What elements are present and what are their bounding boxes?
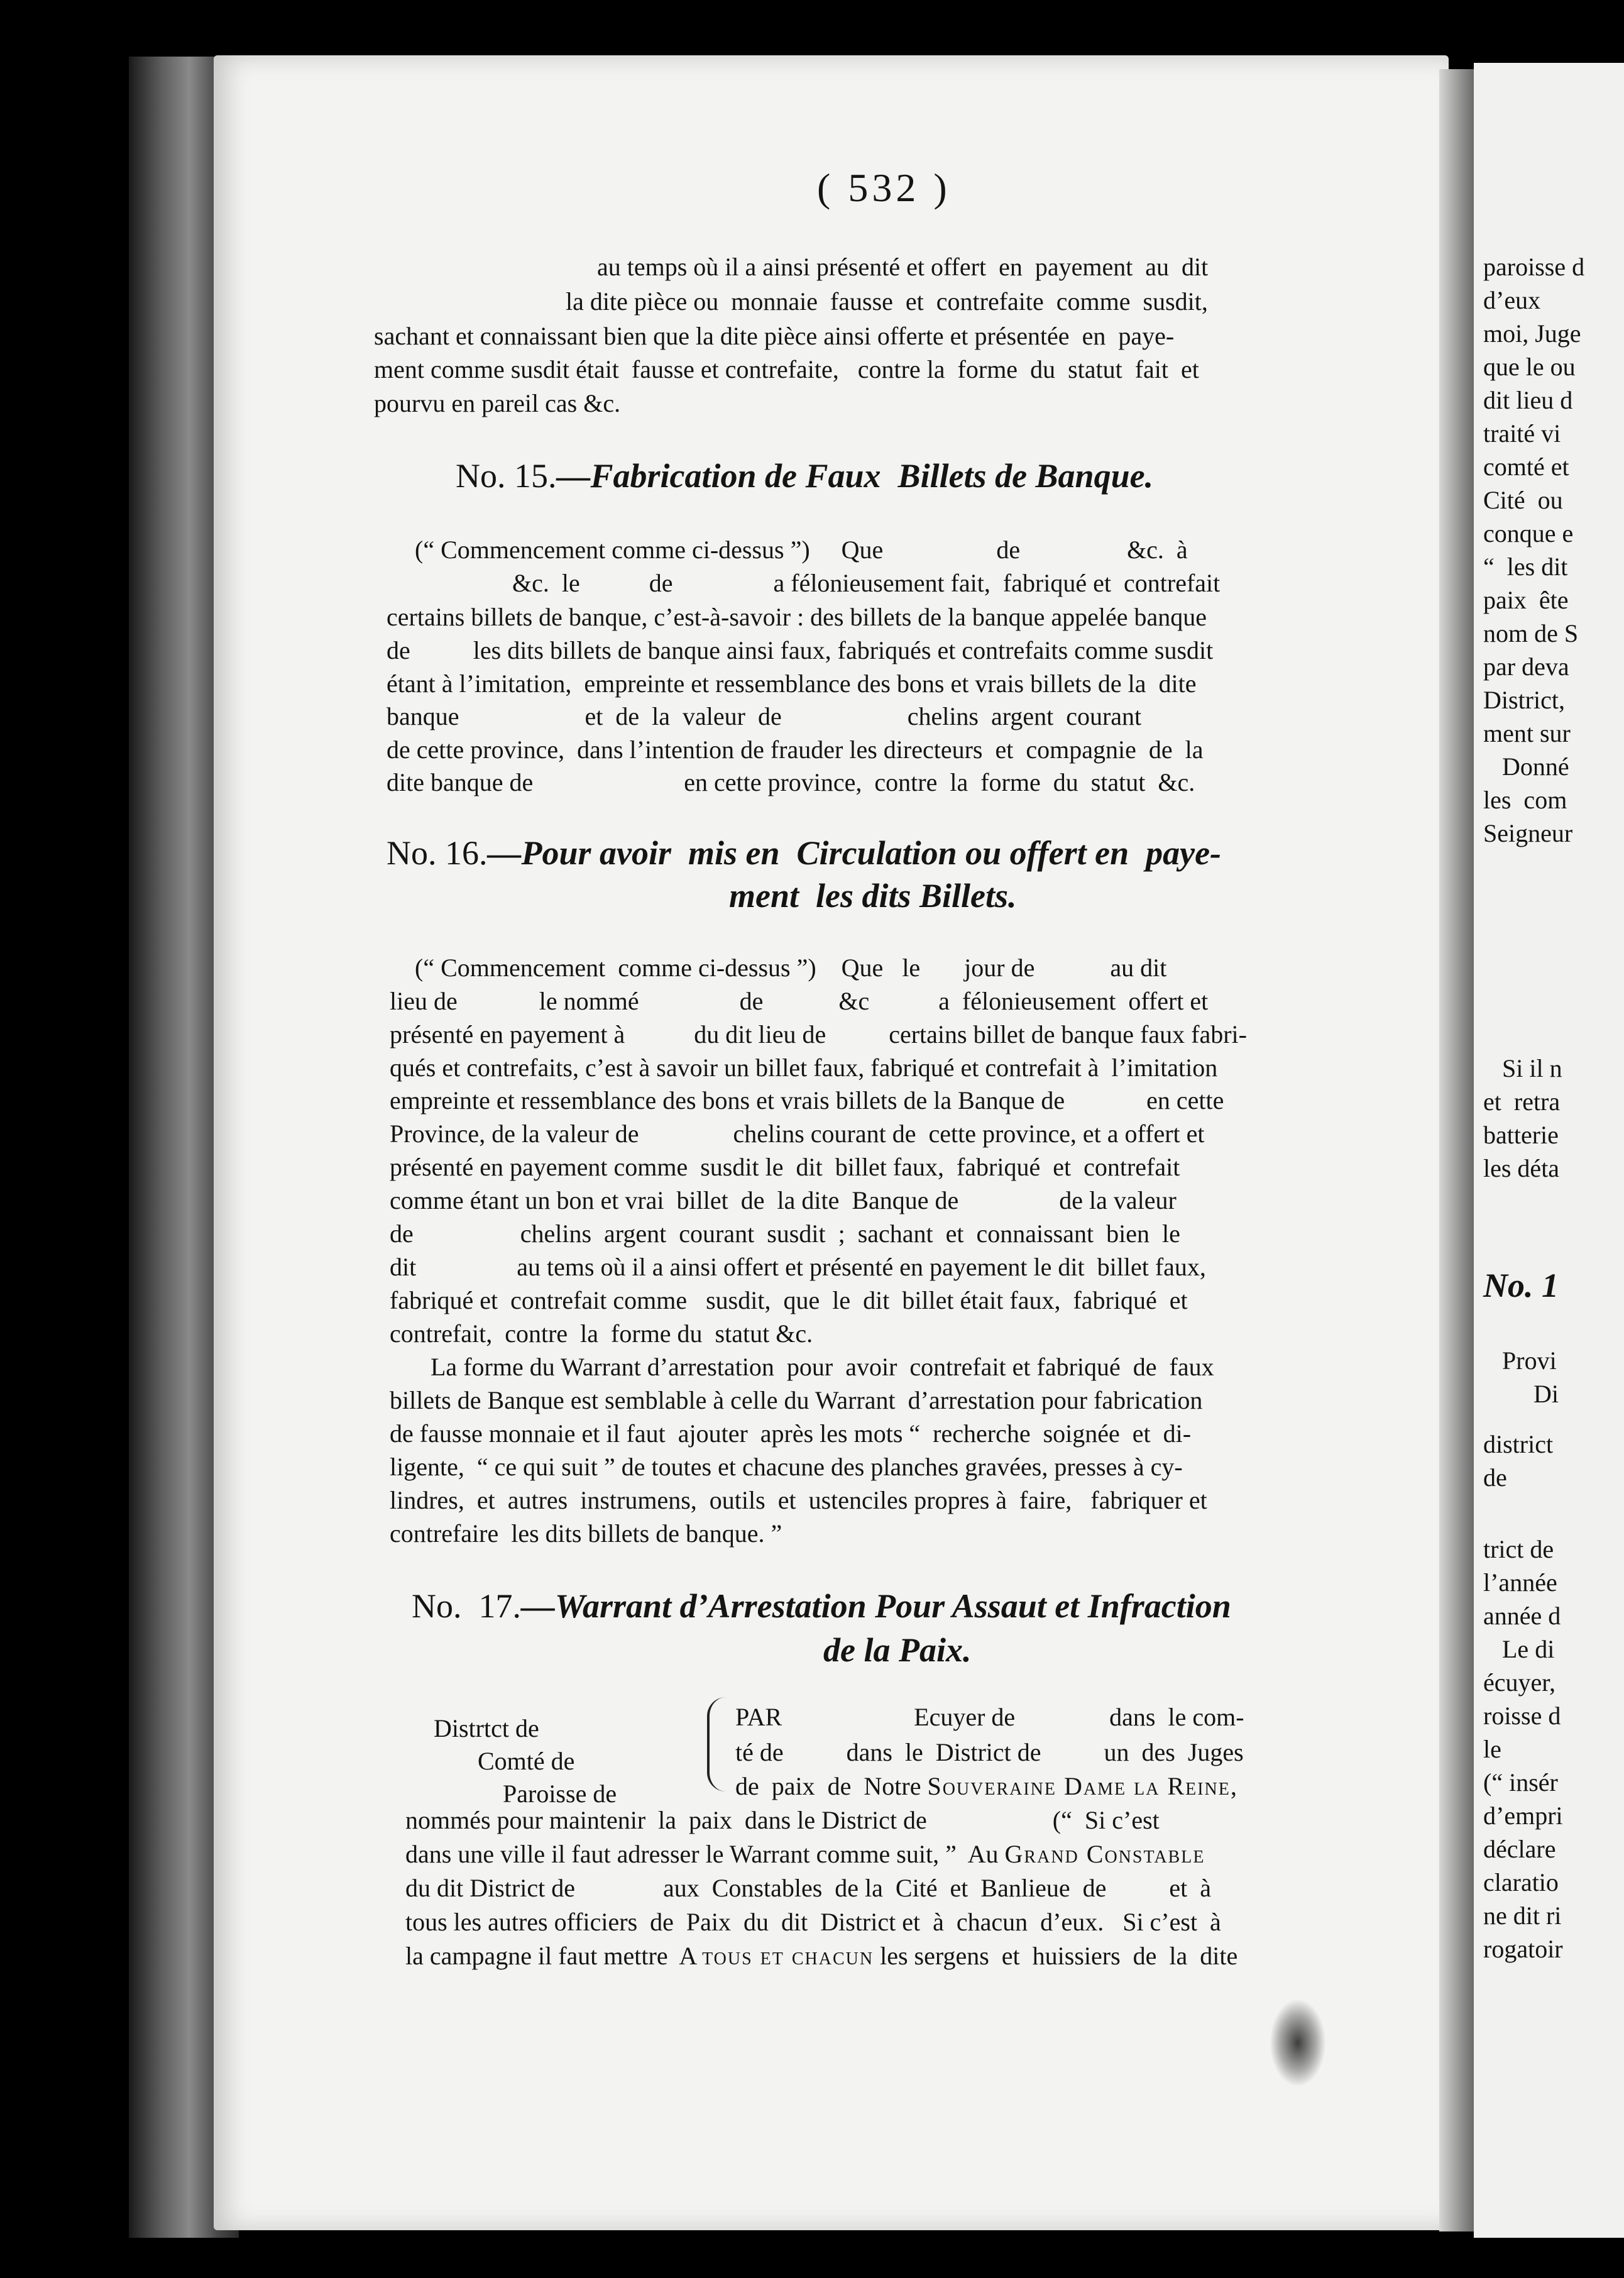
text-line: (“ Commencement comme ci-dessus ”) Que le jour de au dit — [415, 954, 1167, 982]
right-text-line: conque e — [1483, 519, 1574, 547]
right-text-line: (“ insér — [1483, 1768, 1558, 1797]
right-text-line: de — [1483, 1463, 1507, 1492]
text-fragment: de paix de Notre — [735, 1772, 928, 1800]
right-text-line: nom de S — [1483, 619, 1579, 647]
text-line: la dite pièce ou monnaie fausse et contrefaite comme susdit, — [566, 287, 1208, 316]
text-line: présenté en payement comme susdit le dit billet faux, fabriqué et contrefait — [390, 1153, 1180, 1181]
page-gutter — [1439, 69, 1474, 2231]
smallcaps-text: Grand Constable — [1004, 1840, 1205, 1868]
heading-title-continued: ment les dits Billets. — [729, 877, 1017, 915]
text-line: nommés pour maintenir la paix dans le District de (“ Si c’est — [405, 1806, 1160, 1834]
right-text-line: écuyer, — [1483, 1668, 1555, 1697]
text-line: contrefait, contre la forme du statut &c. — [390, 1319, 813, 1348]
text-line: contrefaire les dits billets de banque. ” — [390, 1519, 782, 1548]
heading-no-17 — [412, 1589, 1231, 1623]
right-text-line: paix ête — [1483, 586, 1569, 614]
text-fragment: les sergens et huissiers de la dite — [874, 1942, 1238, 1970]
heading-title: —Pour avoir mis en Circulation ou offert en paye- — [487, 834, 1222, 872]
text-fragment: la campagne il faut mettre A — [405, 1942, 703, 1970]
right-text-line: par deva — [1483, 652, 1569, 681]
text-line: de fausse monnaie et il faut ajouter après les mots “ recherche soignée et di- — [390, 1419, 1192, 1448]
right-text-line: Cité ou — [1483, 486, 1563, 514]
text-line: qués et contrefaits, c’est à savoir un billet faux, fabriqué et contrefait à l’imitation — [390, 1054, 1218, 1082]
text-line: au temps où il a ainsi présenté et offert en payement au dit — [597, 253, 1209, 281]
right-text-line: que le ou — [1483, 353, 1576, 381]
text-line: de chelins argent courant susdit ; sachant et connaissant bien le — [390, 1219, 1180, 1248]
brace — [707, 1697, 726, 1791]
right-text-line: claratio — [1483, 1868, 1559, 1896]
text-line: de les dits billets de banque ainsi faux, fabriqués et contrefaits comme susdit — [387, 636, 1214, 664]
right-text-line: trict de — [1483, 1535, 1554, 1563]
right-text-line: ment sur — [1483, 719, 1571, 747]
right-text-line: dit lieu d — [1483, 386, 1573, 414]
heading-no-16 — [387, 836, 1221, 870]
text-line: dite banque de en cette province, contre la forme du statut &c. — [387, 768, 1195, 796]
text-line — [405, 1944, 1237, 1969]
right-text-line: district — [1483, 1430, 1554, 1458]
heading-title-continued: de la Paix. — [823, 1631, 972, 1669]
text-line — [735, 1774, 1238, 1799]
right-text-line: Donné — [1502, 752, 1569, 781]
text-line: sachant et connaissant bien que la dite pièce ainsi offerte et présentée en paye- — [374, 322, 1175, 350]
right-text-line: roisse d — [1483, 1702, 1561, 1730]
heading-number: No. 16. — [387, 834, 488, 872]
text-line: dit au tems où il a ainsi offert et présenté en payement le dit billet faux, — [390, 1253, 1206, 1281]
right-text-line: d’empri — [1483, 1802, 1563, 1830]
district-label: Distrtct de — [434, 1714, 539, 1742]
text-line: du dit District de aux Constables de la Cité et Banlieue de et à — [405, 1874, 1211, 1902]
text-line: banque et de la valeur de chelins argent courant — [387, 702, 1142, 730]
text-line: La forme du Warrant d’arrestation pour avoir contrefait et fabriqué de faux — [431, 1353, 1214, 1381]
right-text-line: traité vi — [1483, 419, 1561, 448]
right-text-line: les déta — [1483, 1154, 1560, 1182]
right-text-line: année d — [1483, 1602, 1561, 1630]
right-text-line: moi, Juge — [1483, 319, 1581, 348]
right-page — [1474, 63, 1624, 2238]
right-text-line: paroisse d — [1483, 253, 1585, 281]
text-line: tous les autres officiers de Paix du dit District et à chacun d’eux. Si c’est à — [405, 1908, 1221, 1936]
county-label: Comté de — [478, 1747, 575, 1775]
text-line: té de dans le District de un des Juges — [735, 1738, 1244, 1766]
text-line: lieu de le nommé de &c a félonieusement offert et — [390, 987, 1209, 1015]
text-line: Province, de la valeur de chelins courant de cette province, et a offert et — [390, 1120, 1205, 1148]
parish-label: Paroisse de — [503, 1780, 617, 1808]
heading-title: —Fabrication de Faux Billets de Banque. — [556, 457, 1154, 495]
text-line: (“ Commencement comme ci-dessus ”) Que de &c. à — [415, 536, 1188, 564]
heading-number: No. 17. — [412, 1587, 521, 1625]
right-text-line: Si il n — [1502, 1054, 1562, 1082]
text-line: certains billets de banque, c’est-à-savoir : des billets de la banque appelée banque — [387, 603, 1207, 631]
right-text-line: le — [1483, 1735, 1501, 1763]
text-line: lindres, et autres instrumens, outils et ustenciles propres à faire, fabriquer et — [390, 1486, 1207, 1514]
right-text-line: Di — [1533, 1380, 1559, 1408]
text-line: de cette province, dans l’intention de frauder les directeurs et compagnie de la — [387, 735, 1204, 764]
right-text-line: Le di — [1502, 1635, 1555, 1663]
text-line: pourvu en pareil cas &c. — [374, 389, 621, 417]
right-text-line: rogatoir — [1483, 1935, 1563, 1963]
right-text-line: batterie — [1483, 1121, 1559, 1149]
right-text-line: comté et — [1483, 453, 1569, 481]
text-line: ligente, “ ce qui suit ” de toutes et chacune des planches gravées, presses à cy- — [390, 1453, 1183, 1481]
text-line — [405, 1842, 1205, 1867]
text-line: présenté en payement à du dit lieu de certains billet de banque faux fabri- — [390, 1020, 1247, 1048]
right-heading: No. 1 — [1483, 1267, 1559, 1304]
text-line: étant à l’imitation, empreinte et ressemblance des bons et vrais billets de la dite — [387, 669, 1197, 698]
text-line: PAR Ecuyer de dans le com- — [735, 1703, 1244, 1731]
page-number: ( 532 ) — [817, 165, 951, 210]
heading-number: No. 15. — [456, 457, 557, 495]
right-text-line: Seigneur — [1483, 819, 1573, 847]
heading-no-15 — [456, 459, 1153, 493]
smallcaps-text: tous et chacun — [702, 1942, 874, 1970]
right-text-line: “ les dit — [1483, 553, 1568, 581]
right-text-line: et retra — [1483, 1087, 1561, 1116]
ink-smudge — [1270, 1999, 1326, 2087]
text-line: ment comme susdit était fausse et contrefaite, contre la forme du statut fait et — [374, 355, 1199, 383]
text-fragment: dans une ville il faut adresser le Warrant comme suit, ” Au — [405, 1840, 1005, 1868]
right-text-line: déclare — [1483, 1835, 1556, 1863]
right-text-line: District, — [1483, 686, 1565, 714]
text-line: empreinte et ressemblance des bons et vrais billets de la Banque de en cette — [390, 1086, 1224, 1114]
right-text-line: les com — [1483, 786, 1567, 814]
text-line: billets de Banque est semblable à celle du Warrant d’arrestation pour fabrication — [390, 1386, 1203, 1414]
text-line: comme étant un bon et vrai billet de la dite Banque de de la valeur — [390, 1186, 1177, 1214]
right-text-line: d’eux — [1483, 286, 1541, 314]
heading-title: —Warrant d’Arrestation Pour Assaut et Infraction — [521, 1587, 1231, 1625]
smallcaps-text: Souveraine Dame la Reine, — [927, 1772, 1238, 1800]
right-text-line: l’année — [1483, 1568, 1557, 1597]
text-line: &c. le de a félonieusement fait, fabriqué et contrefait — [512, 569, 1221, 597]
text-line: fabriqué et contrefait comme susdit, que le dit billet était faux, fabriqué et — [390, 1286, 1188, 1314]
right-text-line: Provi — [1502, 1346, 1557, 1375]
right-text-line: ne dit ri — [1483, 1901, 1562, 1930]
